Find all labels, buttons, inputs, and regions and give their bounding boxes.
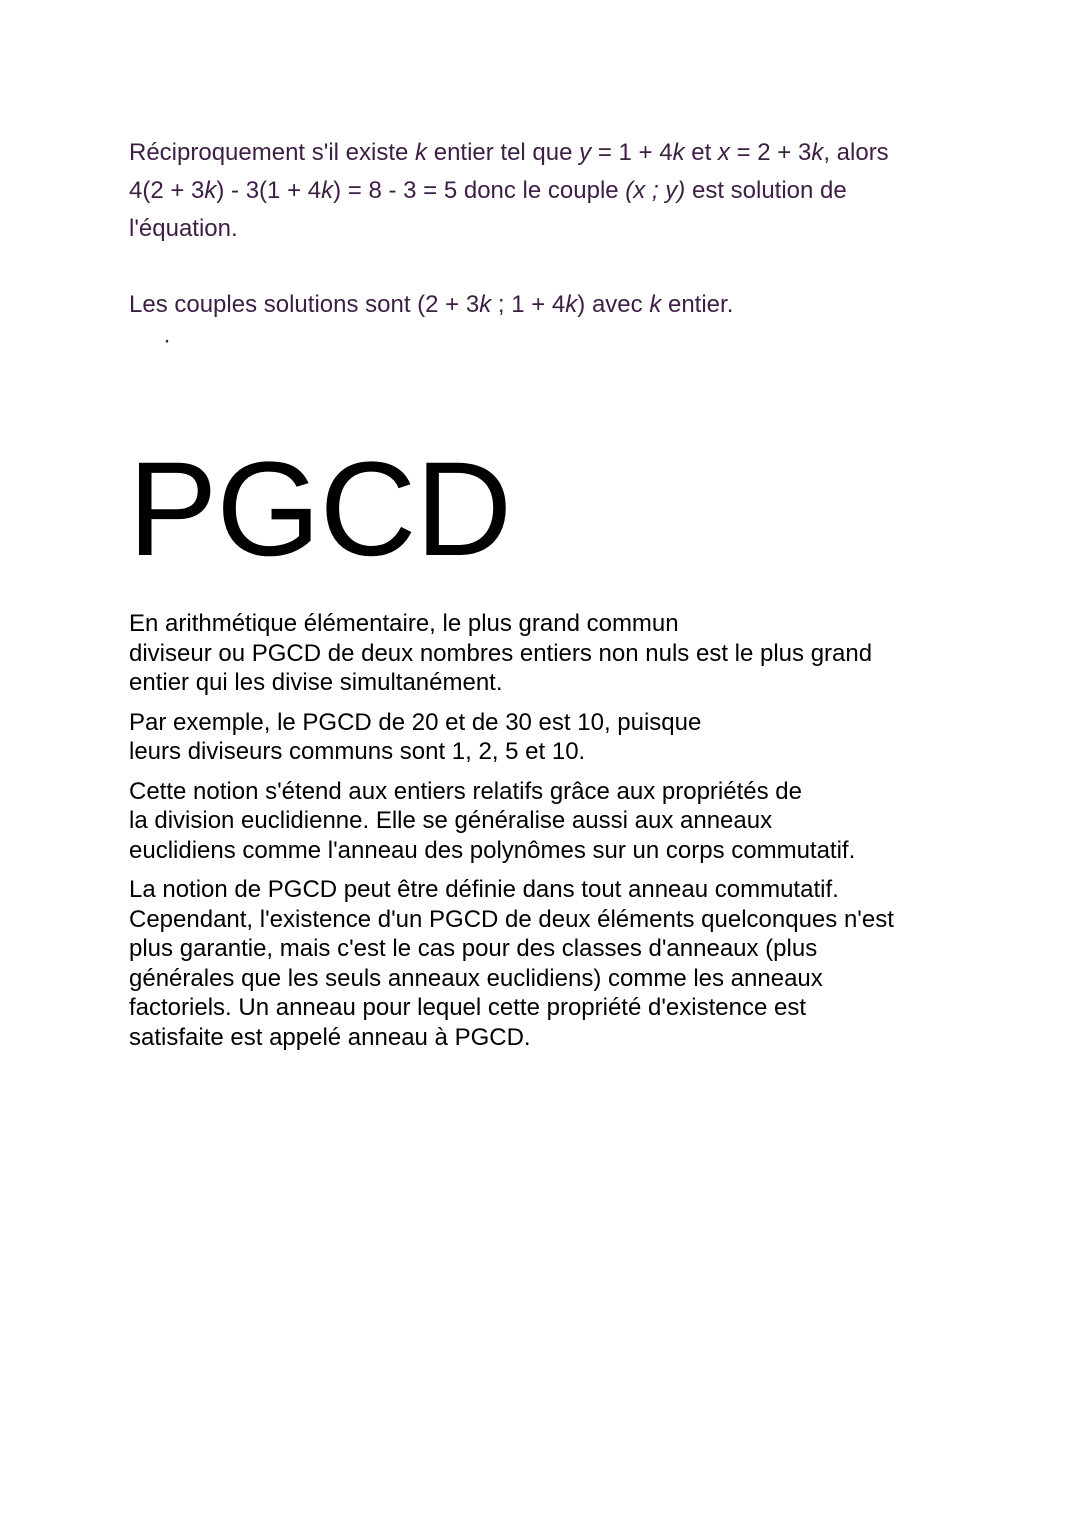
paragraph-extension (129, 777, 1009, 866)
reciprocal-proof-paragraph (129, 134, 969, 248)
text-line: euclidiens comme l'anneau des polynômes sur un corps commutatif. (129, 836, 856, 864)
text-line: Par exemple, le PGCD de 20 et de 30 est 10, puisque (129, 708, 702, 736)
paragraph-definition (129, 609, 1009, 698)
paragraph-commutative-ring (129, 875, 1009, 1052)
text-line: la division euclidienne. Elle se généralise aussi aux anneaux (129, 807, 773, 834)
section-heading: PGCD (128, 435, 512, 584)
text-line: En arithmétique élémentaire, le plus grand commun (129, 610, 679, 637)
text-line: générales que les seuls anneaux euclidiens) comme les anneaux (129, 964, 823, 992)
text-line: Cette notion s'étend aux entiers relatifs grâce aux propriétés de (129, 777, 802, 805)
text-line: diviseur ou PGCD de deux nombres entiers non nuls est le plus grand (129, 639, 873, 667)
solution-set-sentence: Les couples solutions sont (2 + 3k ; 1 + 4k) avec k entier. (129, 291, 734, 318)
text-line: La notion de PGCD peut être définie dans tout anneau commutatif. (129, 876, 839, 903)
text-line: factoriels. Un anneau pour lequel cette propriété d'existence est (129, 994, 806, 1021)
text-line: leurs diviseurs communs sont 1, 2, 5 et 10. (129, 738, 586, 765)
proof-line-3: l'équation. (129, 215, 238, 242)
text-line: satisfaite est appelé anneau à PGCD. (129, 1023, 531, 1051)
text-line: entier qui les divise simultanément. (129, 669, 503, 696)
paragraph-example (129, 708, 1009, 767)
pgcd-definition-text (129, 609, 1009, 1062)
stray-dot: · (163, 327, 171, 354)
text-line: Cependant, l'existence d'un PGCD de deux éléments quelconques n'est (129, 905, 894, 933)
proof-line-2: 4(2 + 3k) - 3(1 + 4k) = 8 - 3 = 5 donc le couple (x ; y) est solution de (129, 177, 847, 204)
proof-line-1: Réciproquement s'il existe k entier tel que y = 1 + 4k et x = 2 + 3k, alors (129, 139, 889, 166)
text-line: plus garantie, mais c'est le cas pour des classes d'anneaux (plus (129, 935, 818, 962)
